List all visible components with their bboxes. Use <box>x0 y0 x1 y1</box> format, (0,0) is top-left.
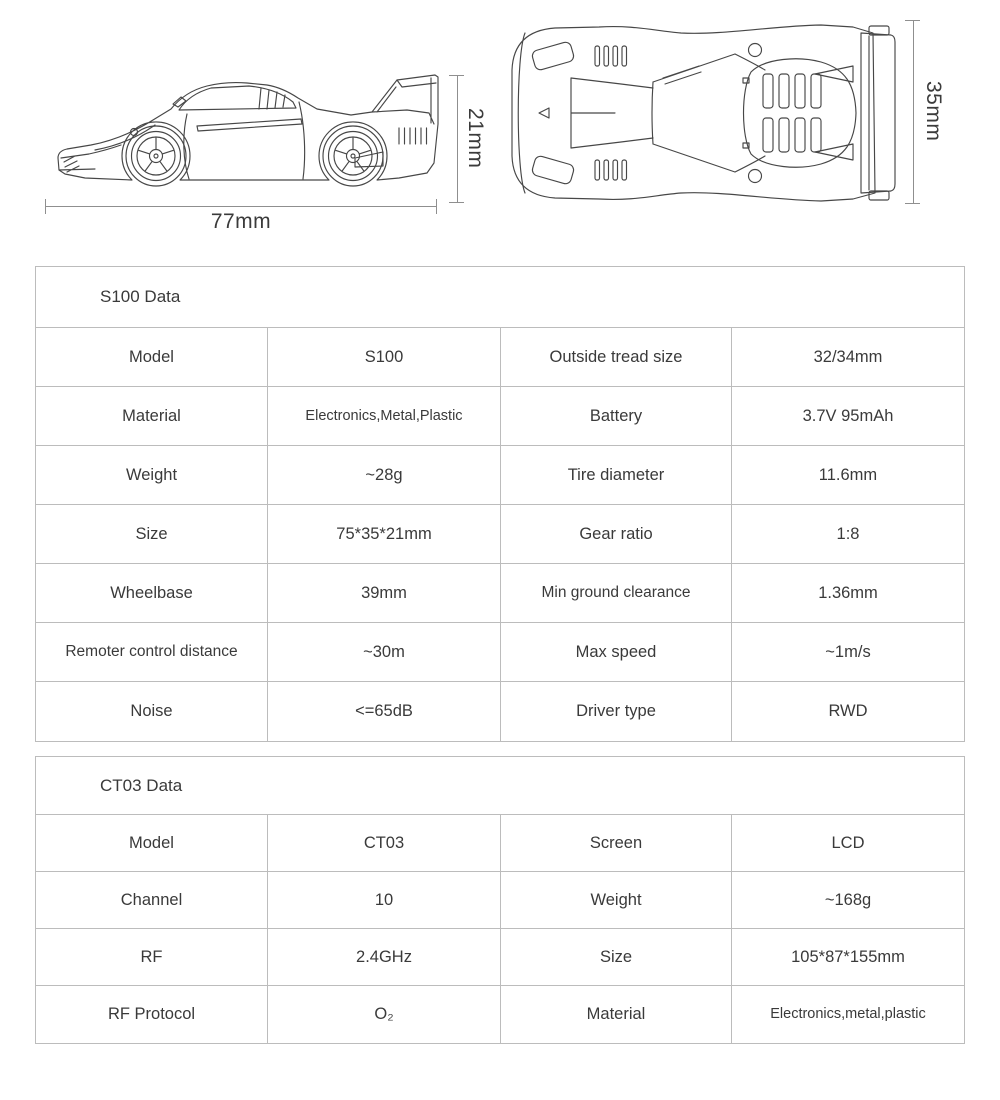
spec-value-cell: 10 <box>268 872 501 929</box>
spec-label-cell: Size <box>501 929 732 986</box>
top-engine-cover <box>744 59 857 167</box>
spec-label-cell: Screen <box>501 815 732 872</box>
spec-value-cell: LCD <box>732 815 964 872</box>
ct03-spec-table <box>35 756 965 1044</box>
spec-value-cell: 39mm <box>268 564 501 623</box>
spec-value-cell: 1:8 <box>732 505 964 564</box>
ct03-table-title: CT03 Data <box>36 757 964 815</box>
spec-value-cell: 3.7V 95mAh <box>732 387 964 446</box>
spec-value-cell: <=65dB <box>268 682 501 741</box>
top-engine-vents <box>763 74 821 152</box>
width-dimension-line <box>913 20 914 203</box>
top-bumper-line <box>518 33 525 193</box>
spec-value-cell: 11.6mm <box>732 446 964 505</box>
car-side-view-drawing <box>55 66 445 198</box>
car-side-view-diagram <box>55 66 445 198</box>
top-rear-wing <box>861 33 895 193</box>
side-strake <box>197 119 302 131</box>
spec-value-cell: RWD <box>828 702 868 721</box>
top-windshield <box>652 54 765 172</box>
spec-value-cell: ~28g <box>268 446 501 505</box>
spec-value-cell: Electronics,Metal,Plastic <box>268 387 501 446</box>
height-dimension-tick-bottom <box>449 202 464 203</box>
width-dimension-tick-top <box>905 20 920 21</box>
spec-value-cell: 1.36mm <box>732 564 964 623</box>
spec-label-cell: RF Protocol <box>36 986 268 1043</box>
spec-label-cell: Remoter control distance <box>36 623 268 682</box>
spec-label-cell: Channel <box>36 872 268 929</box>
spec-label-cell: Material <box>36 387 268 446</box>
car-top-view-drawing <box>503 20 901 208</box>
side-mirror <box>173 97 186 107</box>
car-top-view-diagram <box>503 20 901 208</box>
spec-value-cell: ~30m <box>268 623 501 682</box>
spec-label-cell: Outside tread size <box>501 328 732 387</box>
height-dimension-label: 21mm <box>464 108 487 169</box>
spec-label-cell: Model <box>36 815 268 872</box>
spec-label-cell: Noise <box>36 682 268 741</box>
spec-label-cell: Battery <box>501 387 732 446</box>
spec-label-cell: Material <box>501 986 732 1043</box>
spec-value-cell: Electronics,metal,plastic <box>770 1006 926 1023</box>
spec-label-cell: Weight <box>501 872 732 929</box>
spec-label-cell: Wheelbase <box>36 564 268 623</box>
spec-label-cell: Size <box>36 505 268 564</box>
spec-value-cell: 2.4GHz <box>268 929 501 986</box>
width-dimension-label: 35mm <box>922 81 945 142</box>
top-headlight-right <box>531 155 575 185</box>
spec-value-cell: CT03 <box>268 815 501 872</box>
ct03-table-grid <box>36 815 964 1043</box>
spec-label-cell: Min ground clearance <box>501 564 732 623</box>
spec-label-cell: Gear ratio <box>501 505 732 564</box>
rear-wheel <box>323 126 383 186</box>
spec-value-cell: 75*35*21mm <box>268 505 501 564</box>
height-dimension-line <box>457 75 458 202</box>
length-dimension-line <box>45 206 437 207</box>
width-dimension-tick-bottom <box>905 203 920 204</box>
spec-value-cell: ~168g <box>732 872 964 929</box>
spec-label-cell: Weight <box>36 446 268 505</box>
top-front-arrow <box>539 108 549 118</box>
top-mirror-right <box>749 170 762 183</box>
side-rear-vents <box>399 128 427 144</box>
top-body-outline <box>512 25 875 201</box>
spec-value-cell: 105*87*155mm <box>732 929 964 986</box>
spec-label-cell: Model <box>36 328 268 387</box>
side-door-lines <box>184 102 305 179</box>
spec-label-cell: Driver type <box>501 682 732 741</box>
spec-label-cell: RF <box>36 929 268 986</box>
front-wheel <box>126 126 186 186</box>
height-dimension-tick-top <box>449 75 464 76</box>
length-dimension-label: 77mm <box>210 210 272 233</box>
top-mirror-left <box>749 44 762 57</box>
side-wing-detail <box>372 78 436 124</box>
s100-table-grid <box>36 328 964 741</box>
top-headlight-left <box>531 41 575 71</box>
spec-label-cell: Max speed <box>501 623 732 682</box>
s100-spec-table <box>35 266 965 742</box>
spec-value-cell: 32/34mm <box>732 328 964 387</box>
spec-value-cell: ~1m/s <box>732 623 964 682</box>
s100-table-title: S100 Data <box>36 267 964 328</box>
spec-value-cell: O₂ <box>268 986 501 1043</box>
spec-value-cell: S100 <box>268 328 501 387</box>
top-hood-lines <box>571 78 653 148</box>
spec-label-cell: Tire diameter <box>501 446 732 505</box>
